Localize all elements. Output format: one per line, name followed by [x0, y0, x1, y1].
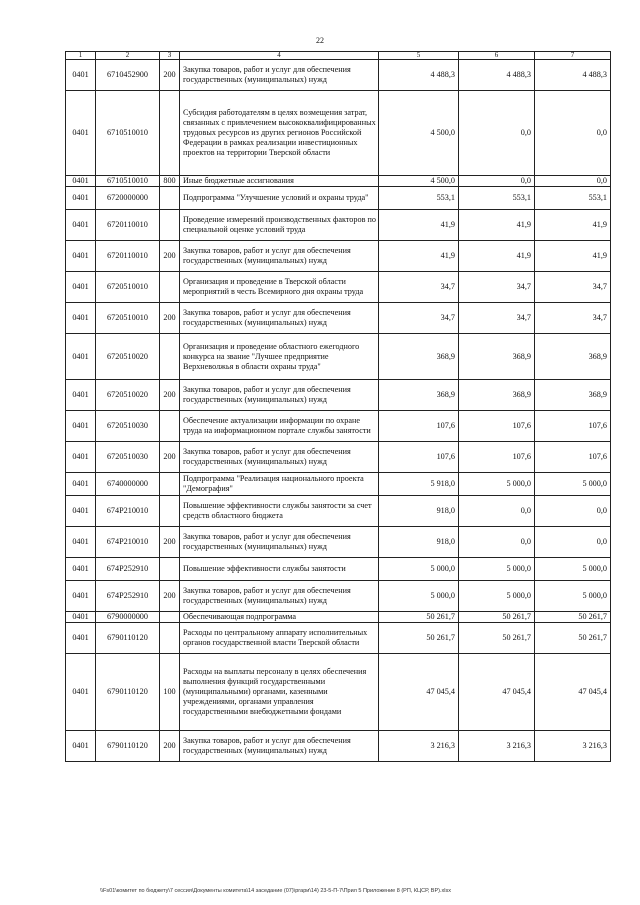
- table-row: [66, 654, 611, 731]
- cell-c4: Субсидия работодателям в целях возмещения затрат, связанных с привлечением высококвалифицированных трудовых ресурсов из других регионов Российской Федерации в рамках реализации инвестиционных проектов на территории Тверской области: [180, 91, 379, 176]
- cell-c5: 918,0: [379, 527, 459, 558]
- cell-c6: 107,6: [459, 411, 535, 442]
- cell-c2: 6720110010: [96, 241, 160, 272]
- cell-c6: 0,0: [459, 176, 535, 187]
- header-cell: 2: [96, 52, 160, 60]
- cell-c2: 6710510010: [96, 176, 160, 187]
- cell-c2: 674P210010: [96, 496, 160, 527]
- cell-c1: 0401: [66, 380, 96, 411]
- cell-c4: Закупка товаров, работ и услуг для обеспечения государственных (муниципальных) нужд: [180, 303, 379, 334]
- budget-table: [65, 51, 611, 762]
- cell-c2: 6710510010: [96, 91, 160, 176]
- cell-c5: 5 000,0: [379, 581, 459, 612]
- table-row: [66, 442, 611, 473]
- cell-c6: 5 000,0: [459, 558, 535, 581]
- cell-c7: 50 261,7: [535, 623, 611, 654]
- cell-c2: 6790110120: [96, 623, 160, 654]
- cell-c6: 368,9: [459, 380, 535, 411]
- cell-c7: 107,6: [535, 411, 611, 442]
- cell-c3: [160, 91, 180, 176]
- table-row: [66, 241, 611, 272]
- cell-c3: [160, 187, 180, 210]
- cell-c1: 0401: [66, 442, 96, 473]
- cell-c5: 5 000,0: [379, 558, 459, 581]
- cell-c7: 368,9: [535, 380, 611, 411]
- cell-c7: 0,0: [535, 496, 611, 527]
- cell-c2: 674P252910: [96, 558, 160, 581]
- cell-c4: Иные бюджетные ассигнования: [180, 176, 379, 187]
- table-row: [66, 731, 611, 762]
- table-row: [66, 303, 611, 334]
- cell-c7: 41,9: [535, 241, 611, 272]
- table-row: [66, 527, 611, 558]
- header-cell: 1: [66, 52, 96, 60]
- cell-c7: 34,7: [535, 272, 611, 303]
- header-row: [66, 52, 611, 60]
- cell-c1: 0401: [66, 654, 96, 731]
- cell-c2: 6720510030: [96, 442, 160, 473]
- cell-c5: 368,9: [379, 334, 459, 380]
- cell-c1: 0401: [66, 558, 96, 581]
- cell-c3: [160, 473, 180, 496]
- cell-c1: 0401: [66, 581, 96, 612]
- table-row: [66, 60, 611, 91]
- cell-c4: Закупка товаров, работ и услуг для обеспечения государственных (муниципальных) нужд: [180, 581, 379, 612]
- table-row: [66, 473, 611, 496]
- cell-c7: 5 000,0: [535, 558, 611, 581]
- cell-c6: 4 488,3: [459, 60, 535, 91]
- cell-c5: 4 500,0: [379, 176, 459, 187]
- cell-c6: 5 000,0: [459, 581, 535, 612]
- cell-c3: 200: [160, 60, 180, 91]
- cell-c5: 107,6: [379, 411, 459, 442]
- cell-c1: 0401: [66, 303, 96, 334]
- cell-c4: Организация и проведение областного ежегодного конкурса на звание "Лучшее предприятие Верхневолжья в области охраны труда": [180, 334, 379, 380]
- cell-c2: 6720000000: [96, 187, 160, 210]
- cell-c4: Закупка товаров, работ и услуг для обеспечения государственных (муниципальных) нужд: [180, 60, 379, 91]
- table-row: [66, 187, 611, 210]
- cell-c4: Организация и проведение в Тверской области мероприятий в честь Всемирного дня охраны труда: [180, 272, 379, 303]
- cell-c7: 553,1: [535, 187, 611, 210]
- cell-c7: 0,0: [535, 176, 611, 187]
- table-row: [66, 581, 611, 612]
- table-row: [66, 91, 611, 176]
- cell-c1: 0401: [66, 187, 96, 210]
- cell-c7: 5 000,0: [535, 473, 611, 496]
- cell-c5: 3 216,3: [379, 731, 459, 762]
- cell-c3: [160, 623, 180, 654]
- cell-c3: 100: [160, 654, 180, 731]
- header-cell: 5: [379, 52, 459, 60]
- cell-c4: Проведение измерений производственных факторов по специальной оценке условий труда: [180, 210, 379, 241]
- cell-c6: 0,0: [459, 91, 535, 176]
- cell-c6: 0,0: [459, 496, 535, 527]
- cell-c5: 918,0: [379, 496, 459, 527]
- cell-c1: 0401: [66, 731, 96, 762]
- cell-c5: 368,9: [379, 380, 459, 411]
- cell-c2: 6740000000: [96, 473, 160, 496]
- page-number: 22: [316, 36, 324, 45]
- cell-c5: 34,7: [379, 303, 459, 334]
- cell-c2: 674P210010: [96, 527, 160, 558]
- cell-c1: 0401: [66, 91, 96, 176]
- cell-c1: 0401: [66, 612, 96, 623]
- cell-c6: 0,0: [459, 527, 535, 558]
- cell-c2: 6720110010: [96, 210, 160, 241]
- cell-c4: Закупка товаров, работ и услуг для обеспечения государственных (муниципальных) нужд: [180, 241, 379, 272]
- cell-c6: 107,6: [459, 442, 535, 473]
- cell-c3: [160, 558, 180, 581]
- table-row: [66, 558, 611, 581]
- header-cell: 3: [160, 52, 180, 60]
- cell-c2: 6790110120: [96, 731, 160, 762]
- header-cell: 7: [535, 52, 611, 60]
- cell-c3: 200: [160, 731, 180, 762]
- cell-c7: 0,0: [535, 527, 611, 558]
- table-row: [66, 176, 611, 187]
- cell-c6: 50 261,7: [459, 612, 535, 623]
- cell-c7: 3 216,3: [535, 731, 611, 762]
- cell-c6: 553,1: [459, 187, 535, 210]
- cell-c5: 5 918,0: [379, 473, 459, 496]
- cell-c6: 50 261,7: [459, 623, 535, 654]
- cell-c4: Закупка товаров, работ и услуг для обеспечения государственных (муниципальных) нужд: [180, 527, 379, 558]
- table-row: [66, 334, 611, 380]
- file-path-footer: \\Fs01\комитет по бюджету\7 сессия\Документы комитета\14 заседание (07)\ргари\14) 23-5-П-7\Прил 5 Приложение 8 (РП, КЦСР, ВР).xlsx: [100, 888, 451, 894]
- cell-c6: 47 045,4: [459, 654, 535, 731]
- cell-c2: 674P252910: [96, 581, 160, 612]
- cell-c7: 0,0: [535, 91, 611, 176]
- table-row: [66, 272, 611, 303]
- cell-c2: 6790110120: [96, 654, 160, 731]
- cell-c6: 34,7: [459, 272, 535, 303]
- cell-c1: 0401: [66, 176, 96, 187]
- table-row: [66, 496, 611, 527]
- cell-c1: 0401: [66, 272, 96, 303]
- cell-c7: 50 261,7: [535, 612, 611, 623]
- cell-c5: 4 488,3: [379, 60, 459, 91]
- cell-c2: 6720510020: [96, 380, 160, 411]
- cell-c1: 0401: [66, 241, 96, 272]
- cell-c5: 47 045,4: [379, 654, 459, 731]
- cell-c4: Расходы на выплаты персоналу в целях обеспечения выполнения функций государственными (муниципальными) органами, казенными учреждениями, органами управления государственными внебюджетными фондами: [180, 654, 379, 731]
- cell-c3: [160, 411, 180, 442]
- cell-c7: 34,7: [535, 303, 611, 334]
- cell-c5: 41,9: [379, 210, 459, 241]
- cell-c3: 200: [160, 380, 180, 411]
- cell-c2: 6710452900: [96, 60, 160, 91]
- cell-c7: 5 000,0: [535, 581, 611, 612]
- cell-c3: 200: [160, 241, 180, 272]
- cell-c6: 41,9: [459, 241, 535, 272]
- header-cell: 6: [459, 52, 535, 60]
- cell-c5: 553,1: [379, 187, 459, 210]
- cell-c1: 0401: [66, 496, 96, 527]
- cell-c5: 50 261,7: [379, 623, 459, 654]
- cell-c6: 3 216,3: [459, 731, 535, 762]
- cell-c5: 50 261,7: [379, 612, 459, 623]
- cell-c3: 800: [160, 176, 180, 187]
- cell-c5: 4 500,0: [379, 91, 459, 176]
- cell-c4: Подпрограмма "Реализация национального проекта "Демография": [180, 473, 379, 496]
- cell-c4: Повышение эффективности службы занятости: [180, 558, 379, 581]
- cell-c5: 34,7: [379, 272, 459, 303]
- cell-c7: 41,9: [535, 210, 611, 241]
- cell-c6: 41,9: [459, 210, 535, 241]
- cell-c1: 0401: [66, 60, 96, 91]
- table-row: [66, 210, 611, 241]
- cell-c6: 5 000,0: [459, 473, 535, 496]
- cell-c1: 0401: [66, 334, 96, 380]
- cell-c3: 200: [160, 442, 180, 473]
- cell-c3: [160, 612, 180, 623]
- cell-c5: 107,6: [379, 442, 459, 473]
- cell-c1: 0401: [66, 473, 96, 496]
- cell-c3: [160, 496, 180, 527]
- cell-c2: 6720510030: [96, 411, 160, 442]
- header-cell: 4: [180, 52, 379, 60]
- cell-c1: 0401: [66, 527, 96, 558]
- cell-c1: 0401: [66, 623, 96, 654]
- cell-c4: Повышение эффективности службы занятости за счет средств областного бюджета: [180, 496, 379, 527]
- cell-c4: Подпрограмма "Улучшение условий и охраны труда": [180, 187, 379, 210]
- cell-c5: 41,9: [379, 241, 459, 272]
- cell-c7: 107,6: [535, 442, 611, 473]
- cell-c7: 47 045,4: [535, 654, 611, 731]
- cell-c2: 6790000000: [96, 612, 160, 623]
- cell-c3: 200: [160, 303, 180, 334]
- table-row: [66, 612, 611, 623]
- cell-c2: 6720510020: [96, 334, 160, 380]
- table-row: [66, 380, 611, 411]
- cell-c3: 200: [160, 581, 180, 612]
- cell-c1: 0401: [66, 411, 96, 442]
- cell-c1: 0401: [66, 210, 96, 241]
- cell-c4: Обеспечивающая подпрограмма: [180, 612, 379, 623]
- cell-c2: 6720510010: [96, 303, 160, 334]
- cell-c6: 368,9: [459, 334, 535, 380]
- cell-c7: 4 488,3: [535, 60, 611, 91]
- cell-c4: Расходы по центральному аппарату исполнительных органов государственной власти Тверской области: [180, 623, 379, 654]
- table-row: [66, 411, 611, 442]
- table-row: [66, 623, 611, 654]
- cell-c3: 200: [160, 527, 180, 558]
- cell-c3: [160, 334, 180, 380]
- cell-c4: Закупка товаров, работ и услуг для обеспечения государственных (муниципальных) нужд: [180, 380, 379, 411]
- cell-c4: Закупка товаров, работ и услуг для обеспечения государственных (муниципальных) нужд: [180, 731, 379, 762]
- cell-c7: 368,9: [535, 334, 611, 380]
- cell-c4: Закупка товаров, работ и услуг для обеспечения государственных (муниципальных) нужд: [180, 442, 379, 473]
- cell-c2: 6720510010: [96, 272, 160, 303]
- cell-c3: [160, 272, 180, 303]
- cell-c3: [160, 210, 180, 241]
- cell-c4: Обеспечение актуализации информации по охране труда на информационном портале службы занятости: [180, 411, 379, 442]
- cell-c6: 34,7: [459, 303, 535, 334]
